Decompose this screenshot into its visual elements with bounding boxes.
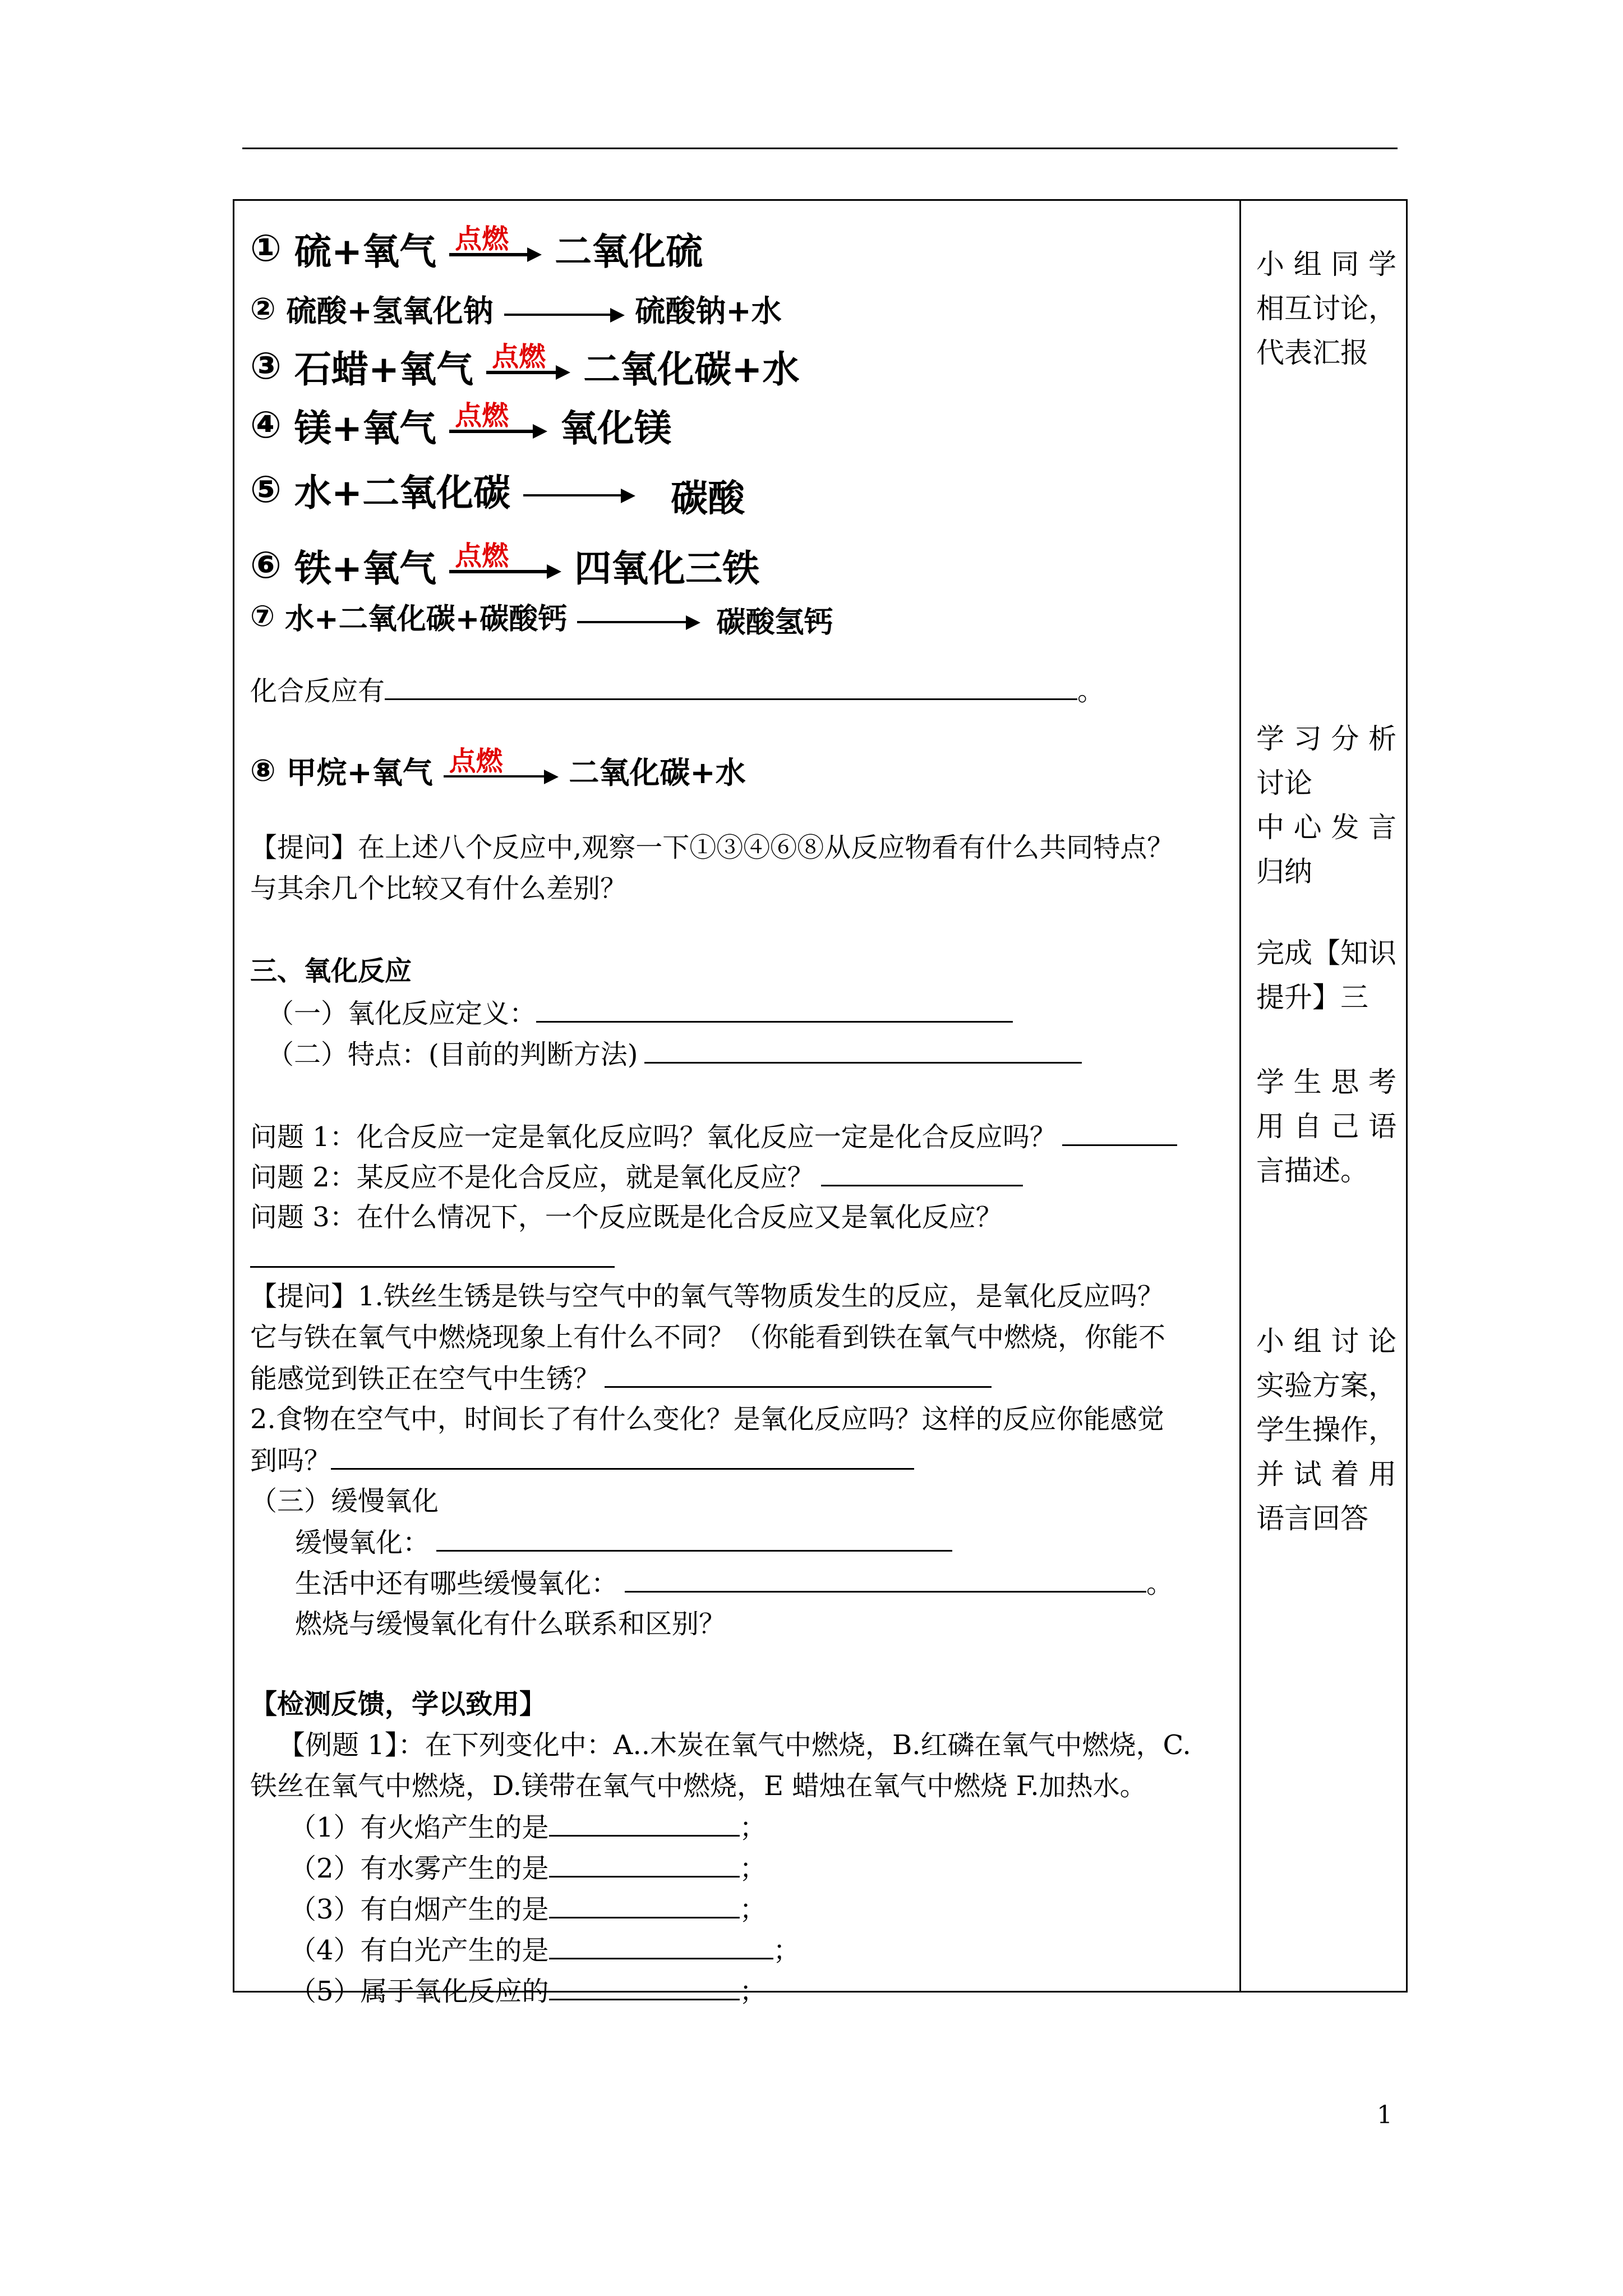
arrow-icon [504,292,625,326]
example-answer-3[interactable] [549,1889,740,1918]
combination-answer-blank[interactable] [385,670,1077,700]
column-divider [1239,199,1241,1993]
eq-condition: 点燃 [492,341,546,372]
eq-reactants: 硫酸+氢氧化钠 [286,293,494,329]
arrow-icon [444,745,559,788]
side-note-line: 完成【知识 [1256,937,1396,969]
side-note-line: 归纳 [1256,855,1312,888]
problem-2 [250,1157,1023,1198]
slow-oxidation-life-line [295,1563,1173,1604]
side-note-knowledge [1256,931,1396,1020]
side-note-line: 用自己语 [1256,1110,1396,1143]
eq-number: ⑥ [250,544,282,587]
eq-reactants: 水+二氧化碳 [294,471,511,514]
eq-products: 氧化镁 [560,407,672,450]
example-question-2 [289,1848,767,1889]
eq-reactants: 石蜡+氧气 [294,348,474,391]
ask-2-line-3 [250,1358,992,1399]
slow-oxidation-line [295,1522,952,1563]
example-question-5 [289,1971,767,2012]
equation-4 [250,398,671,449]
example-1-line-2: 铁丝在氧气中燃烧，D.镁带在氧气中燃烧，E 蜡烛在氧气中燃烧 F.加热水。 [250,1770,1147,1802]
side-note-line: 相互讨论， [1256,292,1396,325]
side-note-line: 实验方案， [1256,1369,1396,1402]
eq-condition: 点燃 [455,540,509,572]
problem-1-text: 问题 1：化合反应一定是氧化反应吗？氧化反应一定是化合反应吗？ [250,1121,1057,1153]
side-note-analysis [1256,717,1396,894]
header-rule [242,148,1398,149]
page-number: 1 [1377,2101,1393,2129]
eq-number: ④ [250,403,282,447]
ask-2-line-3-text: 能感觉到铁正在空气中生锈？ [250,1363,601,1395]
example-question-1 [289,1807,767,1848]
question-1-line-2: 与其余几个比较又有什么差别？ [250,873,628,904]
arrow-icon [577,600,700,633]
eq-condition: 点燃 [449,745,503,777]
semicolon: ； [739,1976,767,2007]
arrow-icon [449,223,542,265]
ask-2-blank-1[interactable] [605,1358,992,1388]
eq-reactants: 镁+氧气 [294,407,437,450]
arrow-icon [486,341,570,383]
slow-oxidation-blank[interactable] [436,1522,952,1552]
section-3-title: 三、氧化反应 [250,955,412,987]
side-note-line: 小组讨论 [1256,1325,1396,1358]
eq-products: 二氧化碳+水 [583,348,800,391]
slow-oxidation-title: （三）缓慢氧化 [250,1485,439,1517]
period: 。 [1146,1568,1174,1599]
equation-8 [250,745,746,799]
side-note-line: 中心发言 [1256,811,1396,844]
problem-1-blank[interactable] [1062,1116,1177,1146]
equation-2 [250,287,782,338]
eq-number: ① [250,227,282,270]
feature-blank[interactable] [644,1034,1082,1064]
eq-products: 二氧化硫 [555,230,703,273]
eq-number: ⑦ [250,599,275,633]
example-question-label: （1）有火焰产生的是 [289,1812,549,1843]
example-answer-4[interactable] [549,1930,773,1959]
combination-label: 化合反应有 [250,675,385,707]
ask-2-line-1: 【提问】1.铁丝生锈是铁与空气中的氧气等物质发生的反应，是氧化反应吗？ [250,1281,1164,1312]
ask-2-line-4: 2.食物在空气中，时间长了有什么变化？是氧化反应吗？这样的反应你能感觉 [250,1404,1164,1435]
semicolon: ； [739,1853,767,1884]
combination-reaction-line [250,670,1104,711]
eq-reactants: 水+二氧化碳+碳酸钙 [285,602,568,636]
example-question-label: （2）有水雾产生的是 [289,1853,549,1884]
problem-2-text: 问题 2：某反应不是化合反应，就是氧化反应？ [250,1162,814,1193]
eq-reactants: 硫+氧气 [294,230,437,273]
slow-oxidation-label: 缓慢氧化： [295,1527,430,1558]
side-note-line: 言描述。 [1256,1154,1368,1187]
eq-number: ⑧ [250,753,276,788]
side-note-line: 学生操作， [1256,1414,1396,1446]
side-note-line: 小组同学 [1256,248,1396,280]
equation-3 [250,339,799,390]
ask-2-line-5-text: 到吗？ [250,1445,331,1476]
eq-products: 硫酸钠+水 [635,293,782,329]
equation-5 [250,457,745,520]
side-note-think [1256,1060,1396,1193]
eq-reactants: 铁+氧气 [294,547,437,590]
eq-products: 四氧化三铁 [574,547,760,590]
eq-number: ⑤ [250,468,282,511]
arrow-icon [523,473,635,507]
eq-number: ③ [250,344,282,388]
problem-1 [250,1116,1177,1157]
equation-7 [250,592,833,642]
ask-2-line-5 [250,1440,914,1481]
slow-oxidation-compare: 燃烧与缓慢氧化有什么联系和区别？ [295,1608,726,1640]
side-note-discussion [1256,242,1396,375]
semicolon: ； [739,1894,767,1925]
side-note-line: 代表汇报 [1256,337,1368,369]
example-1-line-1: 【例题 1】：在下列变化中：A..木炭在氧气中燃烧，B.红磷在氧气中燃烧，C. [278,1729,1191,1761]
problem-3-blank[interactable] [250,1238,615,1268]
example-question-3 [289,1889,767,1930]
equation-6 [250,539,759,589]
definition-label: （一）氧化反应定义： [267,998,537,1029]
eq-products: 碳酸 [671,477,745,520]
example-question-4 [289,1930,800,1971]
eq-products: 碳酸氢钙 [716,606,833,639]
side-note-experiment [1256,1319,1396,1541]
side-note-line: 学习分析 [1256,723,1396,755]
side-note-line: 讨论 [1256,767,1312,799]
definition-line [267,993,1013,1034]
example-answer-1[interactable] [549,1807,740,1837]
example-question-label: （4）有白光产生的是 [289,1935,549,1966]
definition-blank[interactable] [536,993,1013,1023]
period: 。 [1077,675,1105,707]
feedback-title: 【检测反馈，学以致用】 [250,1688,547,1720]
eq-condition: 点燃 [455,223,509,255]
feature-line [267,1034,1082,1075]
side-note-line: 提升】三 [1256,981,1368,1014]
problem-3-text: 问题 3：在什么情况下，一个反应既是化合反应又是氧化反应？ [250,1202,1003,1233]
example-answer-5[interactable] [549,1971,740,2000]
side-note-line: 学生思考 [1256,1066,1396,1098]
ask-2-blank-2[interactable] [331,1440,914,1470]
eq-number: ② [250,291,276,326]
side-note-line: 并试着用 [1256,1458,1396,1490]
arrow-icon [449,399,547,442]
feature-label: （二）特点：(目前的判断方法) [267,1039,638,1070]
arrow-icon [449,540,561,582]
problem-3-answer [250,1238,615,1279]
example-answer-2[interactable] [549,1848,740,1878]
ask-2-line-2: 它与铁在氧气中燃烧现象上有什么不同？（你能看到铁在氧气中燃烧，你能不 [250,1322,1166,1353]
problem-2-blank[interactable] [821,1157,1023,1186]
eq-condition: 点燃 [455,399,509,431]
slow-oxidation-life-blank[interactable] [625,1563,1146,1593]
side-note-line: 语言回答 [1256,1502,1368,1535]
eq-products: 二氧化碳+水 [569,755,746,790]
slow-oxidation-life-label: 生活中还有哪些缓慢氧化： [295,1568,619,1599]
example-question-label: （3）有白烟产生的是 [289,1894,549,1925]
equation-1 [250,222,703,272]
semicolon: ； [773,1935,800,1966]
question-1-line-1: 【提问】在上述八个反应中,观察一下①③④⑥⑧从反应物看有什么共同特点？ [250,832,1174,863]
semicolon: ； [739,1812,767,1843]
example-question-label: （5）属于氧化反应的 [289,1976,549,2007]
eq-reactants: 甲烷+氧气 [286,755,433,790]
